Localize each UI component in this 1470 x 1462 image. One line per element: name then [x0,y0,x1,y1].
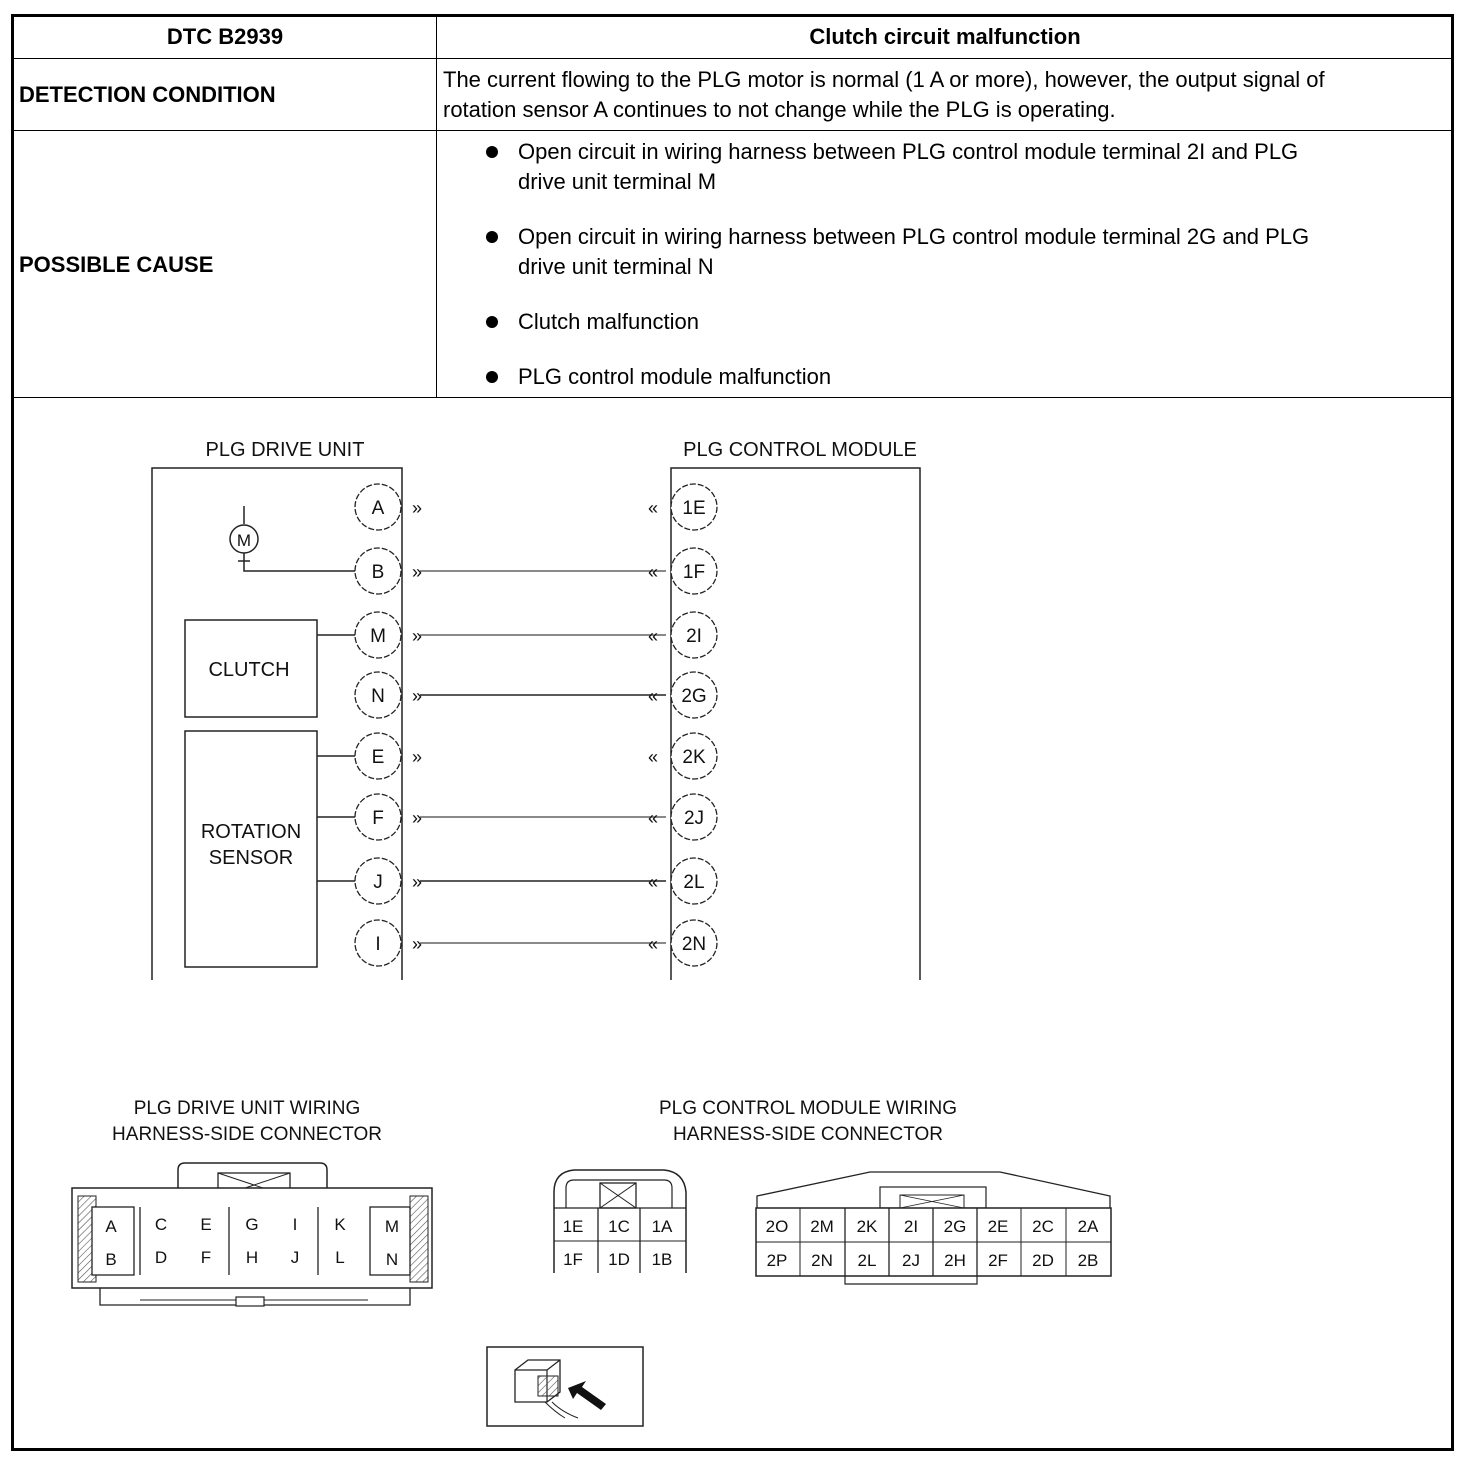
drive-terminal [355,548,422,594]
module-terminal-label: 2I [686,626,702,647]
drive-pin-label: H [245,1248,259,1267]
drive-unit-connector [72,1163,432,1306]
drive-pin-label: J [290,1248,300,1267]
drive-terminal-label: B [371,562,385,583]
drive-pin-label: B [105,1250,117,1269]
detection-condition-label: DETECTION CONDITION [19,82,276,107]
connector-arrow-icon: « [647,626,659,646]
detection-condition-line-2: rotation sensor A continues to not change while the PLG is operating. [443,97,1116,122]
module-pin-label: 2M [810,1217,834,1236]
drive-pin-label: C [154,1215,168,1234]
module-pin-label: 2G [943,1217,967,1236]
module-pin-label: 2O [765,1217,789,1236]
module-pin-label: 1F [563,1250,583,1269]
connector-arrow-icon: « [647,808,659,828]
drive-terminal-label: N [371,686,385,707]
drive-pin-label: A [105,1217,117,1236]
module-pin-label: 1E [562,1217,584,1236]
drive-terminal-label: A [371,498,385,519]
drive-pin-label: M [384,1217,400,1236]
drive-terminal [355,733,422,779]
drive-pin-label: K [334,1215,346,1234]
module-terminal-label: 1E [682,498,706,519]
module-terminal-label: 2J [683,808,705,829]
drive-terminal [355,794,422,840]
cause-item-line-1: Open circuit in wiring harness between PLG control module terminal 2I and PLG [518,139,1299,164]
module-pin-label: 2C [1032,1217,1054,1236]
module-pin-label: 2F [988,1251,1008,1270]
module-pin-label: 2L [857,1251,877,1270]
drive-terminal-label: F [372,808,384,829]
connector-arrow-icon: « [647,498,659,518]
module-terminal-label: 1F [682,562,706,583]
drive-terminal-label: J [373,872,383,893]
connector-arrow-icon: « [647,686,659,706]
rotation-sensor-label-1: ROTATION [200,821,302,843]
drive-terminal-label: I [375,934,381,955]
drive-unit-title: PLG DRIVE UNIT [205,439,365,461]
dtc-code: DTC B2939 [166,24,284,49]
module-terminal-label: 2L [683,872,705,893]
clutch-label: CLUTCH [208,659,290,681]
module-terminal [648,484,717,530]
module-pin-label: 2D [1032,1251,1054,1270]
module-connector-title-2: HARNESS-SIDE CONNECTOR [673,1124,943,1145]
connector-arrow-icon: « [647,934,659,954]
harness-side-view-icon [487,1347,643,1426]
drive-pin-label: F [200,1248,212,1267]
rotation-sensor-label-2: SENSOR [208,847,294,869]
drive-terminal-label: E [371,747,385,768]
drive-terminal [355,672,422,718]
control-module-title: PLG CONTROL MODULE [683,439,917,461]
detection-condition-line-1: The current flowing to the PLG motor is normal (1 A or more), however, the output signal of [443,67,1325,92]
module-pin-label: 2E [987,1217,1009,1236]
drive-pin-label: E [200,1215,212,1234]
connector-arrow-icon: « [647,872,659,892]
possible-cause-label: POSSIBLE CAUSE [19,252,214,277]
module-connector-title-1: PLG CONTROL MODULE WIRING [658,1098,958,1119]
drive-terminal [355,484,422,530]
drive-connector-title-2: HARNESS-SIDE CONNECTOR [112,1124,382,1145]
cause-item-line-2: drive unit terminal N [518,254,714,279]
drive-terminal-label: M [370,626,386,647]
module-pin-label: 1D [608,1250,630,1269]
module-terminal [648,733,717,779]
connector-arrow-icon: « [647,562,659,582]
drive-pin-label: D [154,1248,168,1267]
drive-pin-label: I [292,1215,298,1234]
drive-terminal [355,920,422,966]
connector-arrow-icon: » [411,686,423,706]
module-pin-label: 1C [608,1217,630,1236]
connector-arrow-icon: » [411,747,423,767]
drive-connector-title-1: PLG DRIVE UNIT WIRING [133,1098,361,1119]
drive-pin-label: G [245,1215,259,1234]
module-pin-label: 2N [811,1251,833,1270]
drive-pin-label: N [385,1250,399,1269]
module-pin-label: 2A [1077,1217,1099,1236]
module-terminal-label: 2N [681,934,707,955]
motor-icon [230,506,356,571]
motor-symbol: M [236,531,252,550]
connector-arrow-icon: » [411,626,423,646]
module-pin-label: 2J [902,1251,920,1270]
drive-terminal [355,858,422,904]
module-pin-label: 2I [903,1217,919,1236]
cause-item-line-1: Open circuit in wiring harness between PLG control module terminal 2G and PLG [518,224,1310,249]
connector-arrow-icon: » [411,808,423,828]
connector-arrow-icon: « [647,747,659,767]
module-pin-label: 2P [766,1251,788,1270]
cause-item-line-1: Clutch malfunction [518,309,699,334]
module-pin-label: 1B [651,1250,673,1269]
module-pin-label: 2B [1077,1251,1099,1270]
drive-terminal [355,612,422,658]
connector-arrow-icon: » [411,562,423,582]
cause-item-line-1: PLG control module malfunction [518,364,832,389]
drive-pin-label: L [335,1248,345,1267]
dtc-title: Clutch circuit malfunction [809,24,1081,49]
module-pin-label: 2K [856,1217,878,1236]
module-terminal-label: 2K [682,747,706,768]
control-module-outline [671,468,920,980]
module-pin-label: 2H [944,1251,966,1270]
module-pin-label: 1A [651,1217,673,1236]
cause-item-line-2: drive unit terminal M [518,169,717,194]
module-terminal-label: 2G [681,686,707,707]
connector-arrow-icon: » [411,498,423,518]
connector-arrow-icon: » [411,872,423,892]
connector-arrow-icon: » [411,934,423,954]
